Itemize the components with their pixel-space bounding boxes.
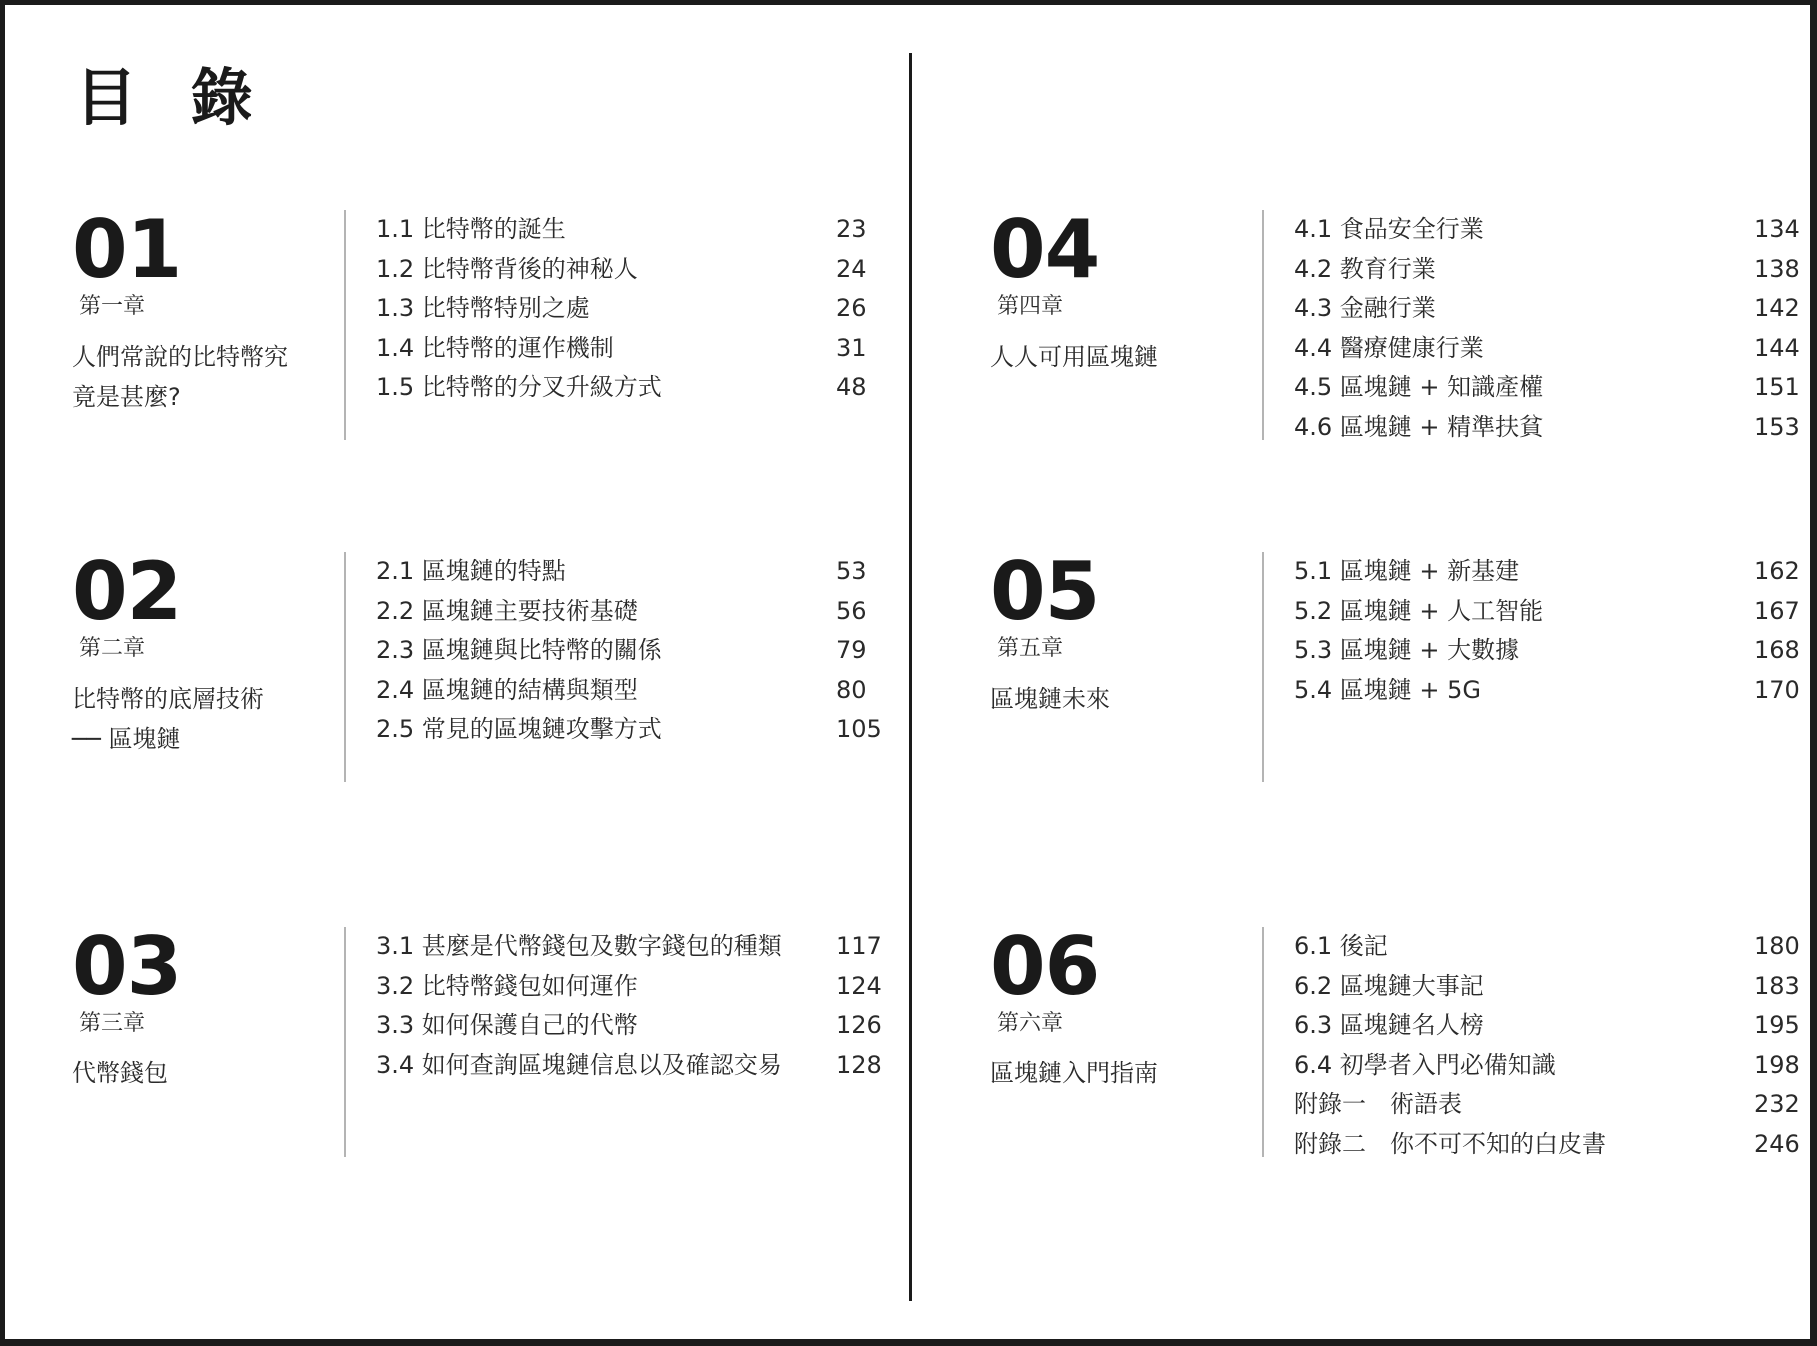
chapter-title [990, 679, 1260, 719]
chapter-label: 第五章 [997, 636, 1064, 661]
toc-entry [1294, 250, 1810, 290]
toc-entry-page: 168 [1754, 636, 1800, 664]
toc-entry-page: 170 [1754, 675, 1800, 704]
chapter-separator [344, 927, 346, 1157]
chapter-heading [72, 203, 342, 440]
toc-title: 目 錄 [75, 61, 269, 134]
toc-entry-page: 79 [836, 636, 867, 664]
toc-entry [1294, 927, 1810, 967]
chapter-title-line: 代幣錢包 [72, 1059, 168, 1087]
chapter-heading [990, 920, 1260, 1157]
toc-entry-title: 6.3 區塊鏈名人榜 [1294, 1011, 1484, 1039]
chapter-heading [990, 545, 1260, 782]
toc-entry [376, 552, 896, 592]
toc-page [5, 5, 1810, 1339]
toc-entry-title: 2.4 區塊鏈的結構與類型 [376, 675, 638, 704]
section-list [1294, 552, 1810, 710]
toc-entry-page: 117 [836, 932, 882, 960]
toc-entry-page: 195 [1754, 1011, 1800, 1039]
chapter-label: 第二章 [79, 636, 146, 661]
toc-entry-title: 4.4 醫療健康行業 [1294, 333, 1484, 362]
chapter-number: 02 [72, 545, 182, 638]
toc-entry-page: 24 [836, 254, 867, 283]
toc-entry-page: 80 [836, 675, 867, 704]
chapter-title-line: 竟是甚麼? [72, 383, 181, 411]
toc-entry-page: 144 [1754, 333, 1800, 362]
chapter-title [990, 1053, 1260, 1093]
chapter-heading [990, 203, 1260, 440]
chapter-separator [344, 552, 346, 782]
toc-entry [1294, 592, 1810, 632]
toc-entry [1294, 408, 1810, 448]
chapter-separator [1262, 210, 1264, 440]
toc-entry-page: 26 [836, 294, 867, 322]
section-list [1294, 927, 1810, 1164]
toc-entry-title: 3.1 甚麼是代幣錢包及數字錢包的種類 [376, 932, 782, 960]
chapter-title [72, 1053, 342, 1093]
toc-entry-page: 128 [836, 1050, 882, 1079]
toc-entry-page: 56 [836, 596, 867, 625]
chapter-number: 06 [990, 920, 1100, 1013]
toc-entry [1294, 1046, 1810, 1086]
toc-entry [1294, 552, 1810, 592]
toc-entry-title: 附錄一 術語表 [1294, 1090, 1462, 1118]
toc-entry-page: 183 [1754, 971, 1800, 1000]
toc-entry [376, 368, 896, 408]
toc-entry-page: 153 [1754, 412, 1800, 441]
toc-entry [1294, 210, 1810, 250]
chapter-title-line: 區塊鏈入門指南 [990, 1059, 1158, 1087]
chapter-label: 第六章 [997, 1011, 1064, 1036]
toc-entry-page: 23 [836, 215, 867, 243]
center-divider [909, 53, 912, 1301]
toc-entry-title: 6.4 初學者入門必備知識 [1294, 1050, 1556, 1079]
toc-entry-title: 5.3 區塊鏈 + 大數據 [1294, 636, 1520, 664]
toc-entry-title: 6.1 後記 [1294, 932, 1388, 960]
toc-entry-page: 48 [836, 373, 867, 401]
toc-entry-title: 1.3 比特幣特別之處 [376, 294, 590, 322]
toc-entry [1294, 1125, 1810, 1165]
chapter-title-line: 比特幣的底層技術 [72, 685, 264, 713]
chapter-number: 01 [72, 203, 182, 296]
toc-entry [376, 289, 896, 329]
toc-entry-page: 31 [836, 333, 867, 362]
toc-entry [376, 927, 896, 967]
chapter-number: 04 [990, 203, 1100, 296]
toc-entry-title: 1.5 比特幣的分叉升級方式 [376, 373, 662, 401]
chapter-title-line: 人人可用區塊鏈 [990, 343, 1158, 371]
toc-entry-title: 3.2 比特幣錢包如何運作 [376, 971, 638, 1000]
toc-entry-page: 180 [1754, 932, 1800, 960]
toc-entry [376, 210, 896, 250]
chapter-number: 03 [72, 920, 182, 1013]
toc-entry [376, 671, 896, 711]
toc-entry-page: 246 [1754, 1129, 1800, 1158]
chapter-heading [72, 545, 342, 782]
toc-entry-page: 105 [836, 715, 882, 743]
chapter-label: 第一章 [79, 294, 146, 319]
toc-entry [1294, 1085, 1810, 1125]
toc-entry-title: 3.3 如何保護自己的代幣 [376, 1011, 638, 1039]
section-list [1294, 210, 1810, 447]
toc-entry-title: 4.5 區塊鏈 + 知識產權 [1294, 373, 1544, 401]
toc-entry [1294, 329, 1810, 369]
toc-entry [376, 710, 896, 750]
toc-entry [1294, 967, 1810, 1007]
chapter-title-line: 區塊鏈未來 [990, 685, 1110, 713]
toc-entry-title: 4.1 食品安全行業 [1294, 215, 1484, 243]
toc-entry [1294, 671, 1810, 711]
toc-entry [376, 967, 896, 1007]
toc-entry [376, 592, 896, 632]
toc-entry [1294, 368, 1810, 408]
section-list [376, 927, 896, 1085]
chapter-title [72, 337, 342, 417]
toc-entry [376, 250, 896, 290]
toc-entry [376, 1006, 896, 1046]
chapter-title-line: ── 區塊鏈 [72, 725, 181, 753]
toc-entry-title: 2.2 區塊鏈主要技術基礎 [376, 596, 638, 625]
toc-entry-title: 4.3 金融行業 [1294, 294, 1436, 322]
chapter-label: 第四章 [997, 294, 1064, 319]
toc-entry-page: 138 [1754, 254, 1800, 283]
toc-entry-page: 162 [1754, 557, 1800, 585]
toc-entry [1294, 289, 1810, 329]
chapter-label: 第三章 [79, 1011, 146, 1036]
toc-entry-title: 5.2 區塊鏈 + 人工智能 [1294, 596, 1544, 625]
toc-entry-title: 3.4 如何查詢區塊鏈信息以及確認交易 [376, 1050, 782, 1079]
toc-entry-title: 1.4 比特幣的運作機制 [376, 333, 614, 362]
toc-entry-page: 126 [836, 1011, 882, 1039]
toc-entry-title: 4.2 教育行業 [1294, 254, 1436, 283]
section-list [376, 552, 896, 750]
section-list [376, 210, 896, 408]
chapter-heading [72, 920, 342, 1157]
toc-entry-title: 2.3 區塊鏈與比特幣的關係 [376, 636, 662, 664]
toc-entry-title: 1.2 比特幣背後的神秘人 [376, 254, 638, 283]
chapter-separator [1262, 927, 1264, 1157]
toc-entry-title: 4.6 區塊鏈 + 精準扶貧 [1294, 412, 1544, 441]
toc-entry-title: 6.2 區塊鏈大事記 [1294, 971, 1484, 1000]
chapter-separator [344, 210, 346, 440]
toc-entry-page: 134 [1754, 215, 1800, 243]
chapter-title [990, 337, 1260, 377]
toc-entry [1294, 631, 1810, 671]
toc-entry [1294, 1006, 1810, 1046]
toc-entry-page: 232 [1754, 1090, 1800, 1118]
toc-entry-title: 附錄二 你不可不知的白皮書 [1294, 1129, 1606, 1158]
chapter-separator [1262, 552, 1264, 782]
toc-entry [376, 631, 896, 671]
toc-entry-title: 2.1 區塊鏈的特點 [376, 557, 566, 585]
toc-entry-page: 124 [836, 971, 882, 1000]
toc-entry-page: 151 [1754, 373, 1800, 401]
toc-entry-page: 142 [1754, 294, 1800, 322]
toc-entry-title: 5.1 區塊鏈 + 新基建 [1294, 557, 1520, 585]
chapter-number: 05 [990, 545, 1100, 638]
toc-entry-title: 5.4 區塊鏈 + 5G [1294, 675, 1482, 704]
toc-entry-page: 53 [836, 557, 867, 585]
toc-entry [376, 329, 896, 369]
chapter-title-line: 人們常說的比特幣究 [72, 343, 288, 371]
toc-entry [376, 1046, 896, 1086]
toc-entry-title: 1.1 比特幣的誕生 [376, 215, 566, 243]
toc-entry-title: 2.5 常見的區塊鏈攻擊方式 [376, 715, 662, 743]
chapter-title [72, 679, 342, 759]
toc-entry-page: 198 [1754, 1050, 1800, 1079]
toc-entry-page: 167 [1754, 596, 1800, 625]
